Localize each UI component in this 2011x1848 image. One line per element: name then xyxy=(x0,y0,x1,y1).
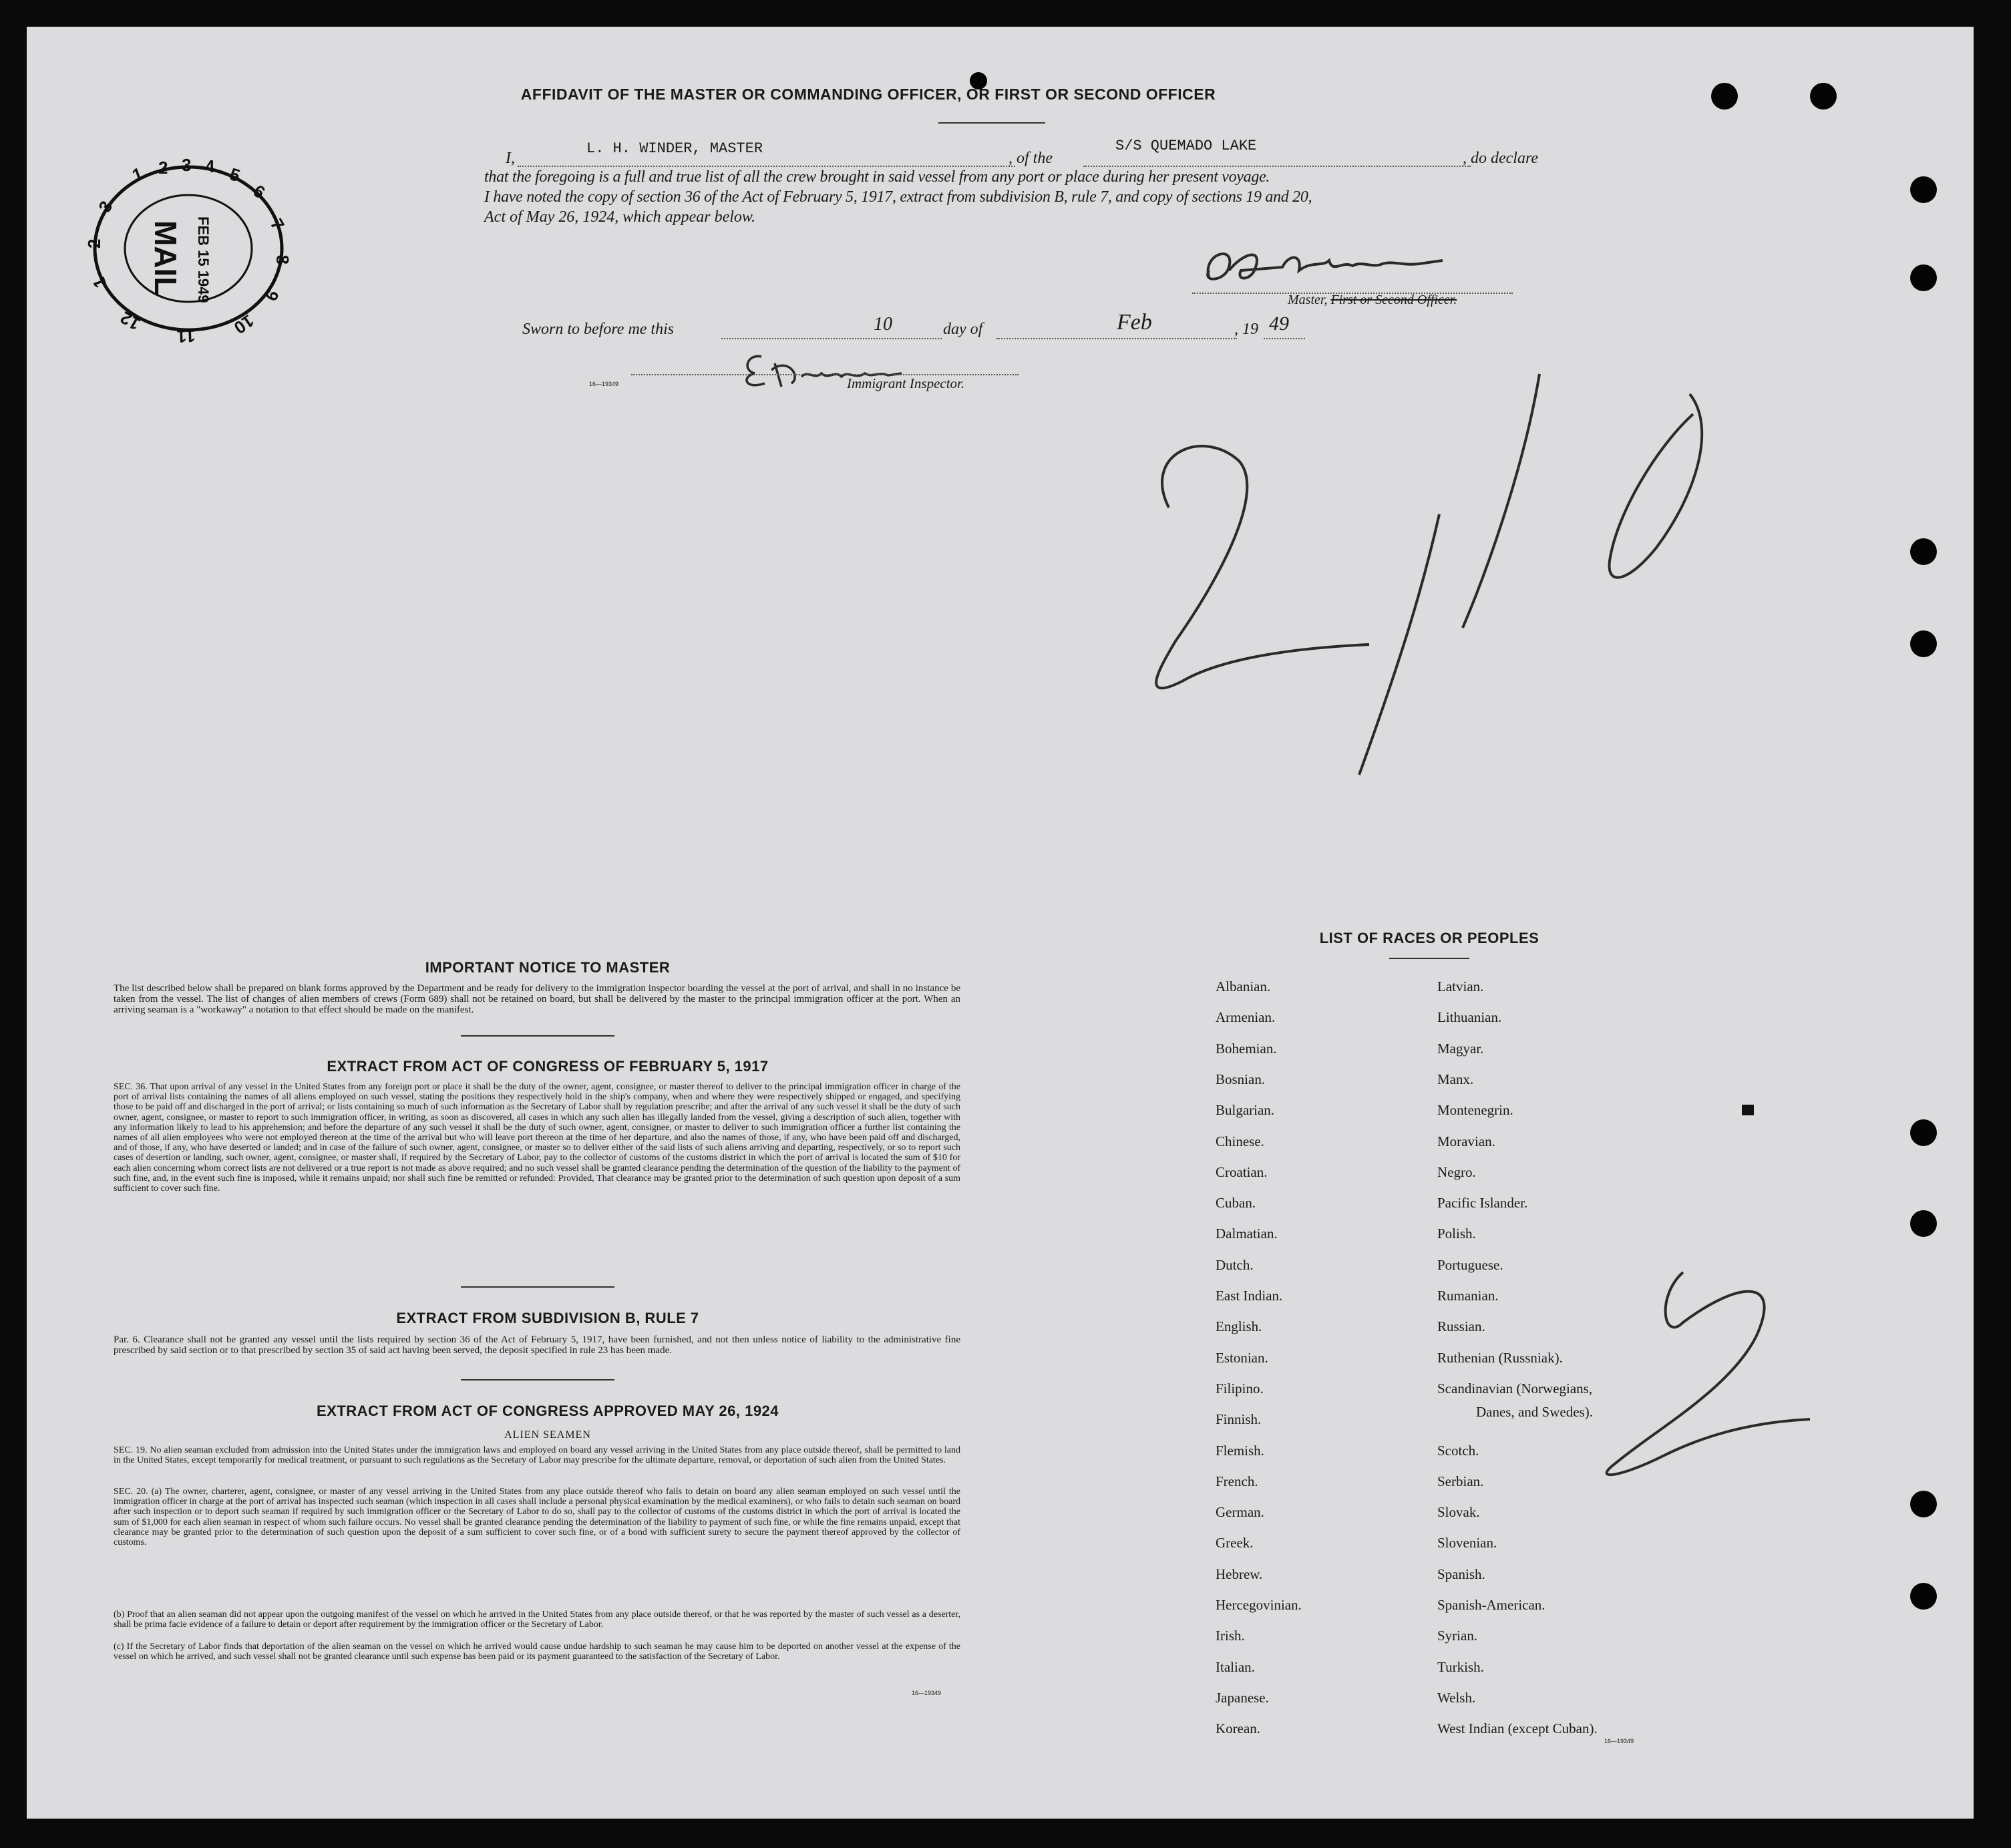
master-name-field: L. H. WINDER, MASTER xyxy=(586,140,763,157)
handwritten-number xyxy=(1122,341,1883,808)
affidavit-line-4: Act of May 26, 1924, which appear below. xyxy=(484,208,756,226)
sec20a-body: SEC. 20. (a) The owner, charterer, agent, consignee, or master of any vessel arriving in the United States from any place outside thereof who fails to detain on board any alien seaman employed on such vessel until the immigration officer in charge at the port of arrival has inspected such seaman (which inspection in all cases shall include a personal physical examination by the medical examiners), or who fails to detain such seaman on board after such inspection or to deport such seaman if required by such immigration officer or the Secretary of Labor to do so, shall pay to the collector of customs of the customs district in which the port of arrival is located the sum of $1,000 for each alien seaman in respect of whom such failure occurs. No vessel shall be granted clearance pending the determination of the liability to payment of such fine, or while the fine remains unpaid, except that clearance may be granted prior to the determination of such question upon the deposit of a sum sufficient to cover such fine, or of a bond with sufficient surety to secure the payment thereof approved by the collector of customs. xyxy=(114,1487,960,1548)
alien-seamen-subtitle: ALIEN SEAMEN xyxy=(504,1429,591,1441)
race-item: Bohemian. xyxy=(1216,1040,1277,1057)
vessel-name-field: S/S QUEMADO LAKE xyxy=(1115,138,1257,154)
affidavit-title: AFFIDAVIT OF THE MASTER OR COMMANDING OFFICER, OR FIRST OR SECOND OFFICER xyxy=(520,85,1216,103)
punch-hole xyxy=(1910,630,1937,657)
race-item: East Indian. xyxy=(1216,1288,1283,1304)
race-item: Albanian. xyxy=(1216,978,1271,994)
master-signature xyxy=(1189,240,1469,294)
race-item: Japanese. xyxy=(1216,1689,1269,1706)
day-of-label: day of xyxy=(943,321,983,338)
name-line xyxy=(518,166,1015,167)
inspector-caption: Immigrant Inspector. xyxy=(847,375,965,391)
race-item-continuation: Danes, and Swedes). xyxy=(1476,1404,1593,1420)
rule7-body: Par. 6. Clearance shall not be granted any vessel until the lists required by section 36 of the Act of February 5, 1917, have been furnished, and not then unless notice of liability to the administrative fine prescribed by said section or to that prescribed by section 35 of said act having been served, the deposit specified in rule 23 has been made. xyxy=(114,1334,960,1356)
race-item: Chinese. xyxy=(1216,1133,1264,1149)
vessel-line xyxy=(1083,166,1471,167)
race-item: Finnish. xyxy=(1216,1411,1262,1428)
punch-hole xyxy=(1910,1210,1937,1237)
sec20c-body: (c) If the Secretary of Labor finds that deportation of the alien seaman on the vessel on which he arrived would cause undue hardship to such seaman he may cause him to be deported on another vessel at the expense of the vessel on which he arrived, and such vessel shall not be granted clearance until such expense has been paid or its payment guaranteed to the satisfaction of the Secretary of Labor. xyxy=(114,1642,960,1662)
month-value: Feb xyxy=(1117,310,1152,335)
race-item: Negro. xyxy=(1437,1163,1476,1180)
race-item: Bulgarian. xyxy=(1216,1102,1275,1119)
section-rule xyxy=(461,1379,614,1380)
extract-1917-title: EXTRACT FROM ACT OF CONGRESS OF FEBRUARY 5, 1917 xyxy=(327,1058,769,1075)
race-item: Manx. xyxy=(1437,1071,1474,1087)
race-item: Scandinavian (Norwegians, xyxy=(1437,1380,1593,1397)
year-value: 49 xyxy=(1269,313,1289,335)
svg-text:2: 2 xyxy=(158,158,168,178)
svg-text:8: 8 xyxy=(272,254,293,265)
master-caption xyxy=(1288,293,1457,308)
stamp-graphic xyxy=(84,155,293,347)
punch-hole xyxy=(1711,83,1738,110)
declare-label: , do declare xyxy=(1463,150,1539,167)
race-item: Cuban. xyxy=(1216,1195,1256,1212)
race-item: Slovenian. xyxy=(1437,1535,1497,1551)
race-item: Hebrew. xyxy=(1216,1565,1263,1582)
punch-hole xyxy=(1810,83,1837,110)
extract-1917-body: SEC. 36. That upon arrival of any vessel in the United States from any foreign port or place it shall be the duty of the owner, agent, consignee, or master thereof to deliver to the principal immigration officer in charge of the port of arrival lists containing the names of all aliens employed on such vessel, stating the positions they respectively hold in the ship's company, when and where they were respectively shipped or engaged, and specifying those to be paid off and discharged in the port of arrival; or lists containing so much of such information as the Secretary of Labor shall by regulation prescribe; and after the arrival of any such vessel it shall be the duty of such owner, agent, consignee, or master to report to such immigration officer, in writing, as soon as discovered, all cases in which any such alien has illegally landed from the vessel, giving a description of such alien, together with any information likely to lead to his apprehension; and before the departure of any such vessel it shall be the duty of such owner, agent, consignee, or master to deliver to such immigration officer a further list containing the names of all alien employees who were not employed thereon at the time of the arrival but who will leave port thereon at the time of her departure, and also the names of those, if any, who have been paid off and discharged, and of those, if any, who have deserted or landed; and in case of the failure of such owner, agent, consignee, or master so to deliver either of the said lists of such aliens arriving and departing, respectively, or so to report such cases of desertion or landing, such owner, agent, consignee, or master shall, if required by the Secretary of Labor, pay to the collector of customs of the customs district in which the port of arrival is located the sum of $10 for each alien concerning whom correct lists are not delivered or a true report is not made as above required; and no such vessel shall be granted clearance pending the determination of the question of the liability to the payment of such fine, and, in the event such fine is imposed, while it remains unpaid; nor shall such fine be remitted or refunded: Provided, That clearance may be granted prior to the determination of such question upon deposit of a sum sufficient to cover such fine. xyxy=(114,1082,960,1194)
document-page xyxy=(27,27,1974,1819)
race-item: Armenian. xyxy=(1216,1009,1276,1026)
svg-text:6: 6 xyxy=(249,180,269,203)
race-item: Rumanian. xyxy=(1437,1288,1499,1304)
svg-text:2: 2 xyxy=(84,238,104,248)
race-item: Montenegrin. xyxy=(1437,1102,1513,1119)
race-item: Welsh. xyxy=(1437,1689,1476,1706)
race-item: West Indian (except Cuban). xyxy=(1437,1720,1598,1737)
race-item: Korean. xyxy=(1216,1720,1261,1737)
punch-hole xyxy=(1910,538,1937,565)
punch-hole xyxy=(1910,1583,1937,1610)
punch-hole xyxy=(1910,264,1937,291)
race-item: Ruthenian (Russniak). xyxy=(1437,1349,1563,1366)
svg-text:3: 3 xyxy=(94,197,117,216)
race-item: Filipino. xyxy=(1216,1380,1264,1397)
races-title-rule xyxy=(1389,958,1469,959)
race-item: Flemish. xyxy=(1216,1442,1264,1459)
race-item: Pacific Islander. xyxy=(1437,1195,1528,1212)
handwritten-2 xyxy=(1563,1216,1817,1496)
form-number-right: 16—19349 xyxy=(1604,1738,1634,1744)
svg-text:3: 3 xyxy=(182,155,192,175)
race-item: Spanish-American. xyxy=(1437,1597,1545,1613)
race-item: English. xyxy=(1216,1318,1262,1335)
sworn-label: Sworn to before me this xyxy=(522,321,675,338)
race-item: Portuguese. xyxy=(1437,1256,1503,1273)
race-item: Magyar. xyxy=(1437,1040,1484,1057)
title-rule xyxy=(938,122,1045,124)
sec19-body: SEC. 19. No alien seaman excluded from admission into the United States under the immigration laws and employed on board any vessel arriving in the United States from any place outside thereof, shall be permitted to land in the United States, except temporarily for medical treatment, or pursuant to such regulations as the Secretary of Labor may prescribe for the ultimate departure, removal, or deportation of such alien from the United States. xyxy=(114,1445,960,1466)
race-item: Scotch. xyxy=(1437,1442,1479,1459)
sec20b-body: (b) Proof that an alien seaman did not appear upon the outgoing manifest of the vessel on which he arrived in the United States from any place outside thereof, or that he was reported by the master of such vessel as a deserter, shall be prima facie evidence of a failure to detain or deport after requirement by the immigration officer or the Secretary of Labor. xyxy=(114,1610,960,1630)
ink-blot xyxy=(1742,1105,1754,1115)
form-number-top: 16—19349 xyxy=(589,381,619,387)
affidavit-line-3: I have noted the copy of section 36 of the Act of February 5, 1917, extract from subdivision B, rule 7, and copy of sections 19 and 20, xyxy=(484,188,1312,206)
race-item: Turkish. xyxy=(1437,1658,1484,1675)
race-item: German. xyxy=(1216,1504,1264,1521)
race-item: Syrian. xyxy=(1437,1628,1478,1644)
race-item: Russian. xyxy=(1437,1318,1485,1335)
of-the-label: , of the xyxy=(1009,150,1053,167)
affidavit-line-2: that the foregoing is a full and true list of all the crew brought in said vessel from any port or place during her present voyage. xyxy=(484,168,1270,186)
race-item: Hercegovinian. xyxy=(1216,1597,1302,1613)
race-item: Spanish. xyxy=(1437,1565,1485,1582)
svg-text:11: 11 xyxy=(176,326,196,347)
svg-text:1: 1 xyxy=(129,163,146,186)
section-rule xyxy=(461,1286,614,1288)
section-rule xyxy=(461,1035,614,1037)
race-item: Italian. xyxy=(1216,1658,1255,1675)
notice-title: IMPORTANT NOTICE TO MASTER xyxy=(425,959,671,976)
svg-text:7: 7 xyxy=(266,215,289,234)
race-item: Dutch. xyxy=(1216,1256,1254,1273)
race-item: Greek. xyxy=(1216,1535,1254,1551)
master-caption-a: Master, xyxy=(1288,293,1328,307)
race-item: Serbian. xyxy=(1437,1473,1484,1489)
punch-hole xyxy=(1910,1491,1937,1517)
year-line xyxy=(1264,338,1305,339)
mail-receipt-stamp xyxy=(84,155,293,347)
race-item: Irish. xyxy=(1216,1628,1245,1644)
race-item: Lithuanian. xyxy=(1437,1009,1502,1026)
extract-1924-title: EXTRACT FROM ACT OF CONGRESS APPROVED MAY 26, 1924 xyxy=(316,1403,779,1419)
svg-text:5: 5 xyxy=(227,164,243,186)
notice-body: The list described below shall be prepared on blank forms approved by the Department and be ready for delivery to the immigration inspector boarding the vessel at the port of arrival, and shall in no instance be taken from the vessel. The list of changes of alien members of crews (Form 689) shall not be retained on board, but shall be delivered by the master to the principal immigration officer at the port. When an arriving seaman is a "workaway" a notation to that effect should be made on the manifest. xyxy=(114,983,960,1015)
month-line xyxy=(996,338,1237,339)
race-item: Estonian. xyxy=(1216,1349,1268,1366)
rule7-title: EXTRACT FROM SUBDIVISION B, RULE 7 xyxy=(396,1310,699,1326)
stamp-date: FEB 15 1949 xyxy=(195,216,212,303)
day-value: 10 xyxy=(874,314,892,335)
svg-text:1: 1 xyxy=(88,274,111,291)
punch-hole xyxy=(1910,1119,1937,1146)
i-label: I, xyxy=(506,150,515,167)
svg-text:9: 9 xyxy=(260,287,283,305)
svg-text:4: 4 xyxy=(205,156,215,176)
race-item: Croatian. xyxy=(1216,1163,1268,1180)
year-prefix: , 19 xyxy=(1234,321,1258,338)
stamp-mail: MAIL xyxy=(148,220,183,296)
race-item: Slovak. xyxy=(1437,1504,1480,1521)
officer-caption-struck: First or Second Officer. xyxy=(1330,293,1457,307)
race-item: Polish. xyxy=(1437,1226,1476,1242)
race-item: Latvian. xyxy=(1437,978,1484,994)
race-item: French. xyxy=(1216,1473,1258,1489)
punch-hole xyxy=(1910,176,1937,203)
race-item: Moravian. xyxy=(1437,1133,1495,1149)
races-title: LIST OF RACES OR PEOPLES xyxy=(1319,930,1539,946)
svg-text:10: 10 xyxy=(230,311,258,339)
svg-text:12: 12 xyxy=(116,307,144,335)
race-item: Dalmatian. xyxy=(1216,1226,1278,1242)
form-number-left: 16—19349 xyxy=(912,1690,942,1696)
day-line xyxy=(721,338,942,339)
race-item: Bosnian. xyxy=(1216,1071,1266,1087)
